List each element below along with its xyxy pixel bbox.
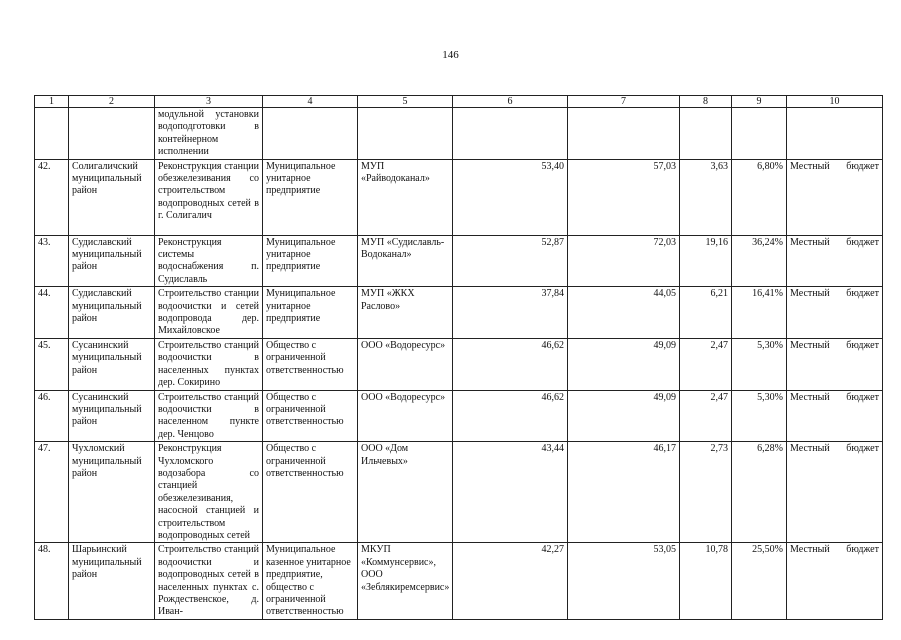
org-name-cell: МКУП «Коммунсервис», ООО «Зеблякиремсервис» bbox=[358, 543, 453, 619]
column-number: 8 bbox=[680, 96, 732, 108]
value-col6 bbox=[453, 108, 568, 160]
funding-source-cell bbox=[787, 159, 883, 235]
funding-word-2: бюджет bbox=[846, 160, 879, 172]
project-cell: Строительство станций водоочистки в населенном пункте дер. Ченцово bbox=[155, 390, 263, 442]
value-col8: 2,73 bbox=[680, 442, 732, 543]
value-col6: 43,44 bbox=[453, 442, 568, 543]
funding-source-cell bbox=[787, 108, 883, 160]
funding-source-cell bbox=[787, 543, 883, 619]
project-cell: Реконструкция станции обезжелезивания со строительством водопроводных сетей в г. Солигалич bbox=[155, 159, 263, 235]
funding-source-cell bbox=[787, 390, 883, 442]
table-row bbox=[35, 287, 883, 339]
column-number: 3 bbox=[155, 96, 263, 108]
org-name-cell: ООО «Водоресурс» bbox=[358, 338, 453, 390]
column-number: 6 bbox=[453, 96, 568, 108]
funding-word-2: бюджет bbox=[846, 339, 879, 351]
org-name-cell: МУП «ЖКХ Расловo» bbox=[358, 287, 453, 339]
row-index: 48. bbox=[35, 543, 69, 619]
funding-word-1: Местный bbox=[790, 544, 830, 556]
row-index: 47. bbox=[35, 442, 69, 543]
table-row bbox=[35, 108, 883, 160]
org-name-cell bbox=[358, 108, 453, 160]
row-index: 42. bbox=[35, 159, 69, 235]
table-row bbox=[35, 442, 883, 543]
district-cell: Сусанинский муниципальный район bbox=[69, 390, 155, 442]
funding-word-2: бюджет bbox=[846, 236, 879, 248]
table-row bbox=[35, 543, 883, 619]
row-index bbox=[35, 108, 69, 160]
value-col9: 5,30% bbox=[732, 390, 787, 442]
value-col8: 6,21 bbox=[680, 287, 732, 339]
table-row bbox=[35, 390, 883, 442]
funding-word-2: бюджет bbox=[846, 443, 879, 455]
value-col8 bbox=[680, 108, 732, 160]
table-row bbox=[35, 159, 883, 235]
value-col6: 46,62 bbox=[453, 338, 568, 390]
org-name-cell: ООО «Водоресурс» bbox=[358, 390, 453, 442]
column-number: 10 bbox=[787, 96, 883, 108]
funding-word-2: бюджет bbox=[846, 288, 879, 300]
value-col9: 16,41% bbox=[732, 287, 787, 339]
district-cell: Судиславский муниципальный район bbox=[69, 287, 155, 339]
column-number: 1 bbox=[35, 96, 69, 108]
district-cell: Судиславский муниципальный район bbox=[69, 235, 155, 287]
project-cell: Строительство станций водоочистки и водопроводных сетей в населенных пунктах с. Рождественское, д. Иван- bbox=[155, 543, 263, 619]
value-col7: 49,09 bbox=[568, 338, 680, 390]
funding-word-1: Местный bbox=[790, 288, 830, 300]
column-number: 9 bbox=[732, 96, 787, 108]
table-row bbox=[35, 235, 883, 287]
org-form-cell: Муниципальное казенное унитарное предприятие, общество с ограниченной ответственностью bbox=[263, 543, 358, 619]
value-col8: 10,78 bbox=[680, 543, 732, 619]
value-col9 bbox=[732, 108, 787, 160]
value-col7: 44,05 bbox=[568, 287, 680, 339]
project-cell: модульной установки водоподготовки в контейнерном исполнении bbox=[155, 108, 263, 160]
org-form-cell: Общество с ограниченной ответственностью bbox=[263, 390, 358, 442]
project-cell: Реконструкция системы водоснабжения п. Судиславль bbox=[155, 235, 263, 287]
value-col6: 42,27 bbox=[453, 543, 568, 619]
value-col9: 25,50% bbox=[732, 543, 787, 619]
value-col6: 37,84 bbox=[453, 287, 568, 339]
district-cell: Шарьинский муниципальный район bbox=[69, 543, 155, 619]
funding-word-2: бюджет bbox=[846, 544, 879, 556]
row-index: 44. bbox=[35, 287, 69, 339]
column-number: 2 bbox=[69, 96, 155, 108]
column-number: 4 bbox=[263, 96, 358, 108]
value-col6: 46,62 bbox=[453, 390, 568, 442]
value-col9: 36,24% bbox=[732, 235, 787, 287]
district-cell: Сусанинский муниципальный район bbox=[69, 338, 155, 390]
table-header-row bbox=[35, 96, 883, 108]
value-col8: 3,63 bbox=[680, 159, 732, 235]
funding-word-1: Местный bbox=[790, 236, 830, 248]
value-col7: 72,03 bbox=[568, 235, 680, 287]
funding-source-cell bbox=[787, 442, 883, 543]
value-col9: 5,30% bbox=[732, 338, 787, 390]
value-col6: 53,40 bbox=[453, 159, 568, 235]
district-cell: Чухломский муниципальный район bbox=[69, 442, 155, 543]
value-col7: 53,05 bbox=[568, 543, 680, 619]
org-name-cell: МУП «Райводоканал» bbox=[358, 159, 453, 235]
funding-source-cell bbox=[787, 287, 883, 339]
value-col9: 6,80% bbox=[732, 159, 787, 235]
value-col8: 2,47 bbox=[680, 338, 732, 390]
page-number: 146 bbox=[442, 49, 459, 61]
org-form-cell: Общество с ограниченной ответственностью bbox=[263, 442, 358, 543]
table-row bbox=[35, 338, 883, 390]
org-form-cell: Общество с ограниченной ответственностью bbox=[263, 338, 358, 390]
row-index: 45. bbox=[35, 338, 69, 390]
row-index: 43. bbox=[35, 235, 69, 287]
value-col8: 2,47 bbox=[680, 390, 732, 442]
project-cell: Реконструкция Чухломского водозабора со станцией обезжелезивания, насосной станцией и строительством водопроводных сетей bbox=[155, 442, 263, 543]
org-name-cell: МУП «Судиславль-Водоканал» bbox=[358, 235, 453, 287]
funding-source-cell bbox=[787, 235, 883, 287]
value-col9: 6,28% bbox=[732, 442, 787, 543]
project-cell: Строительство станций водоочистки в населенных пунктах дер. Сокирино bbox=[155, 338, 263, 390]
funding-word-1: Местный bbox=[790, 339, 830, 351]
funding-word-2: бюджет bbox=[846, 391, 879, 403]
funding-word-1: Местный bbox=[790, 391, 830, 403]
value-col7: 57,03 bbox=[568, 159, 680, 235]
org-form-cell bbox=[263, 108, 358, 160]
funding-word-1: Местный bbox=[790, 160, 830, 172]
org-name-cell: ООО «Дом Ильчевых» bbox=[358, 442, 453, 543]
value-col7: 46,17 bbox=[568, 442, 680, 543]
column-number: 5 bbox=[358, 96, 453, 108]
row-index: 46. bbox=[35, 390, 69, 442]
district-cell bbox=[69, 108, 155, 160]
column-number: 7 bbox=[568, 96, 680, 108]
value-col7 bbox=[568, 108, 680, 160]
funding-word-1: Местный bbox=[790, 443, 830, 455]
funding-source-cell bbox=[787, 338, 883, 390]
data-table bbox=[34, 95, 883, 620]
org-form-cell: Муниципальное унитарное предприятие bbox=[263, 159, 358, 235]
org-form-cell: Муниципальное унитарное предприятие bbox=[263, 235, 358, 287]
district-cell: Солигаличский муниципальный район bbox=[69, 159, 155, 235]
value-col8: 19,16 bbox=[680, 235, 732, 287]
org-form-cell: Муниципальное унитарное предприятие bbox=[263, 287, 358, 339]
project-cell: Строительство станции водоочистки и сетей водопровода дер. Михайловское bbox=[155, 287, 263, 339]
value-col7: 49,09 bbox=[568, 390, 680, 442]
value-col6: 52,87 bbox=[453, 235, 568, 287]
